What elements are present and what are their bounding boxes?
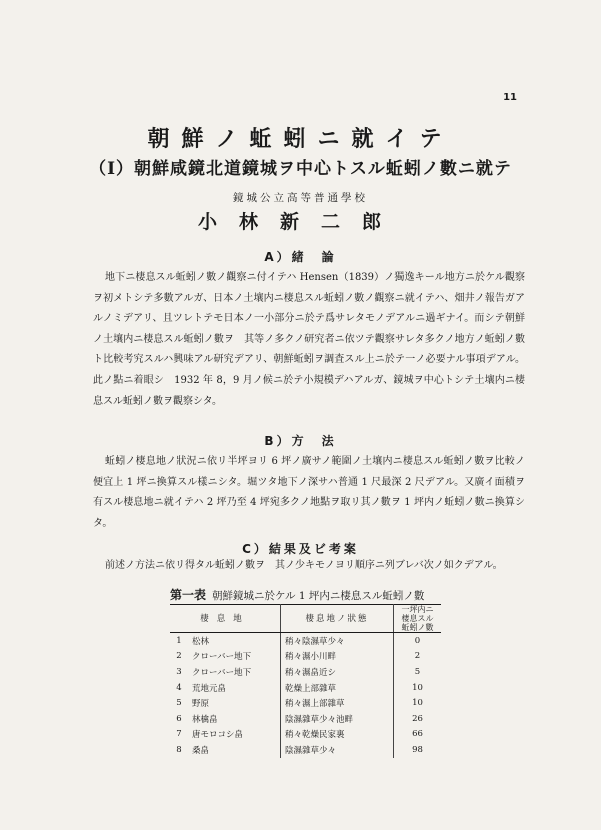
table-row — [170, 664, 441, 680]
habitat-cell: 荒地元畠 — [188, 680, 281, 696]
condition-cell: 稍々濕小川畔 — [281, 649, 394, 665]
row-number: 5 — [176, 698, 182, 709]
habitat-cell: 野原 — [188, 695, 281, 711]
section-body-results — [93, 556, 525, 577]
habitat-cell: 桑畠 — [188, 742, 281, 758]
section-heading-results: C）結果及ビ考案 — [242, 542, 359, 556]
row-number: 4 — [176, 682, 182, 693]
author-affiliation: 鏡城公立高等普通學校 — [233, 192, 368, 204]
condition-cell: 稍々乾燥民家裏 — [281, 727, 394, 743]
section-heading-method: B）方 法 — [264, 434, 337, 448]
condition-cell: 陰濕雜草少々 — [281, 742, 394, 758]
data-table — [170, 604, 441, 758]
condition-cell: 乾燥上部雜草 — [281, 680, 394, 696]
article-title: 朝鮮ノ蚯蚓ニ就イテ — [147, 126, 454, 152]
header-habitat: 棲息地 — [170, 605, 281, 633]
table-row — [170, 711, 441, 727]
table-header-row — [170, 605, 441, 633]
paragraph: 蚯蚓ノ棲息地ノ狀況ニ依リ半坪ヨリ 6 坪ノ廣サノ範圍ノ土壤内ニ棲息スル蚯蚓ノ數ヲ比較ノ便宜上 1 坪ニ換算スル樣ニシタ。堀ツタ地下ノ深サハ普通 1 尺最深 2 尺デアル。又廣イ面積ヲ有スル棲息地ニ就イテハ 2 坪乃至 4 坪宛多クノ地點ヲ取リ其ノ數ヲ 1 坪内ノ蚯蚓ノ數ニ換算シタ。 — [93, 456, 525, 529]
article-subtitle: （I）朝鮮咸鏡北道鏡城ヲ中心トスル蚯蚓ノ數ニ就テ — [89, 159, 512, 179]
row-number: 1 — [176, 635, 182, 646]
habitat-cell: 林檎畠 — [188, 711, 281, 727]
row-number: 2 — [176, 651, 182, 662]
condition-cell: 稍々濕畠近シ — [281, 664, 394, 680]
header-habitat-condition: 棲息地ノ狀態 — [281, 605, 394, 633]
section-heading-introduction: A）緒 論 — [264, 250, 337, 264]
paragraph: 地下ニ棲息スル蚯蚓ノ數ノ觀察ニ付イテハ Hensen（1839）ノ獨逸キール地方ニ於ケル觀察ヲ初メトシテ多數アルガ、日本ノ土壤内ニ棲息スル蚯蚓ノ數ノ觀察ニ就イテハ、畑井ノ報告ガアルノミデアリ、且ツレトテモ日本ノ一小部分ニ於テ爲サレタモノデアルニ過ギナイ。而シテ朝鮮ノ土壤内ニ棲息スル蚯蚓ノ數ヲ 其等ノ多クノ研究者ニ依ツテ觀察サレタ多クノ地方ノ蚯蚓ノ數ト比較考究スルハ興味アル研究デアリ、朝鮮蚯蚓ヲ調査スル上ニ於テ一ノ必要ナル事項デアル。此ノ點ニ着眼シ 1932 年 8，9 月ノ候ニ於テ小規模デハアルガ、鏡城ヲ中心トシテ土壤内ニ棲息スル蚯蚓ノ數ヲ觀察シタ。 — [93, 272, 525, 407]
habitat-cell: 唐モロコシ畠 — [188, 727, 281, 743]
habitat-cell: クローバー地下 — [188, 664, 281, 680]
condition-cell: 陰濕雜草少々池畔 — [281, 711, 394, 727]
table-row — [170, 727, 441, 743]
count-cell: 5 — [414, 666, 421, 677]
row-number: 6 — [176, 713, 182, 724]
row-number: 7 — [176, 729, 182, 740]
table-caption-text: 朝鮮鏡城ニ於ケル 1 坪内ニ棲息スル蚯蚓ノ數 — [212, 590, 425, 602]
count-cell: 98 — [412, 744, 423, 755]
table-row — [170, 649, 441, 665]
condition-cell: 稍々濕上部雜草 — [281, 695, 394, 711]
condition-cell: 稍々陰濕草少々 — [281, 633, 394, 649]
table-label: 第一表 — [170, 588, 207, 602]
count-cell: 0 — [414, 635, 421, 646]
table-row — [170, 680, 441, 696]
count-cell: 66 — [412, 729, 423, 740]
habitat-cell: 松林 — [188, 633, 281, 649]
row-number: 3 — [176, 666, 182, 677]
header-count: 一坪内ニ棲息スル蚯蚓ノ數 — [394, 605, 442, 633]
table-row — [170, 633, 441, 649]
table-caption — [170, 586, 424, 603]
count-cell: 2 — [414, 651, 421, 662]
count-cell: 10 — [412, 698, 423, 709]
page-number: 11 — [503, 92, 517, 103]
table-row — [170, 695, 441, 711]
author-name: 小林新二郎 — [197, 211, 403, 233]
section-body-introduction — [93, 268, 525, 412]
row-number: 8 — [176, 744, 182, 755]
section-body-method — [93, 452, 525, 534]
count-cell: 26 — [412, 713, 423, 724]
count-cell: 10 — [412, 682, 423, 693]
table-row — [170, 742, 441, 758]
habitat-cell: クローバー地下 — [188, 649, 281, 665]
paragraph: 前述ノ方法ニ依リ得タル蚯蚓ノ數ヲ 其ノ少キモノヨリ順序ニ列ブレバ次ノ如クデアル。 — [105, 560, 503, 571]
